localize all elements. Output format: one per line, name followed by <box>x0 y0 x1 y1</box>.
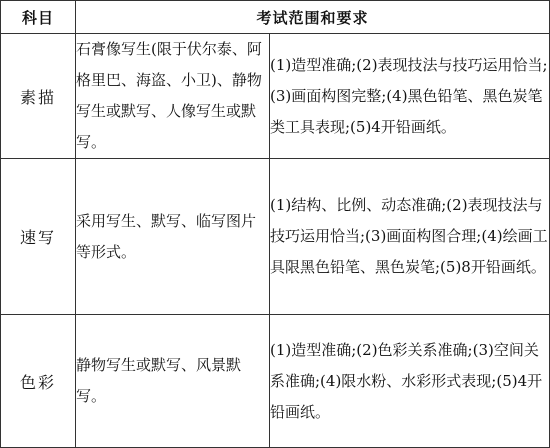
scope-text: 采用写生、默写、临写图片等形式。 <box>76 211 257 261</box>
table-header-row <box>1 1 550 34</box>
requirements-text: (1)结构、比例、动态准确;(2)表现技法与技巧运用恰当;(3)画面构图合理;(4)绘画工具限黑色铅笔、黑色炭笔;(5)8开铅画纸。 <box>270 196 548 276</box>
scope-cell <box>76 315 270 448</box>
requirements-cell <box>270 159 550 315</box>
scope-text: 静物写生或默写、风景默写。 <box>76 356 242 405</box>
subject-cell: 素描 <box>1 34 76 159</box>
header-requirements: 考试范围和要求 <box>76 1 550 34</box>
requirements-cell <box>270 34 550 159</box>
table-row <box>1 159 550 315</box>
scope-cell <box>76 159 270 315</box>
subject-cell: 速写 <box>1 159 76 315</box>
scope-text: 石膏像写生(限于伏尔泰、阿格里巴、海盗、小卫)、静物写生或默写、人像写生或默写。 <box>76 40 262 151</box>
table-row <box>1 34 550 159</box>
requirements-text: (1)造型准确;(2)色彩关系准确;(3)空间关系准确;(4)限水粉、水彩形式表现;(5)4开铅画纸。 <box>270 340 543 421</box>
requirements-text: (1)造型准确;(2)表现技法与技巧运用恰当;(3)画面构图完整;(4)黑色铅笔、黑色炭笔类工具表现;(5)4开铅画纸。 <box>270 55 548 136</box>
subject-cell: 色彩 <box>1 315 76 448</box>
header-subject: 科目 <box>1 1 76 34</box>
requirements-cell <box>270 315 550 448</box>
scope-cell <box>76 34 270 159</box>
table-row <box>1 315 550 448</box>
